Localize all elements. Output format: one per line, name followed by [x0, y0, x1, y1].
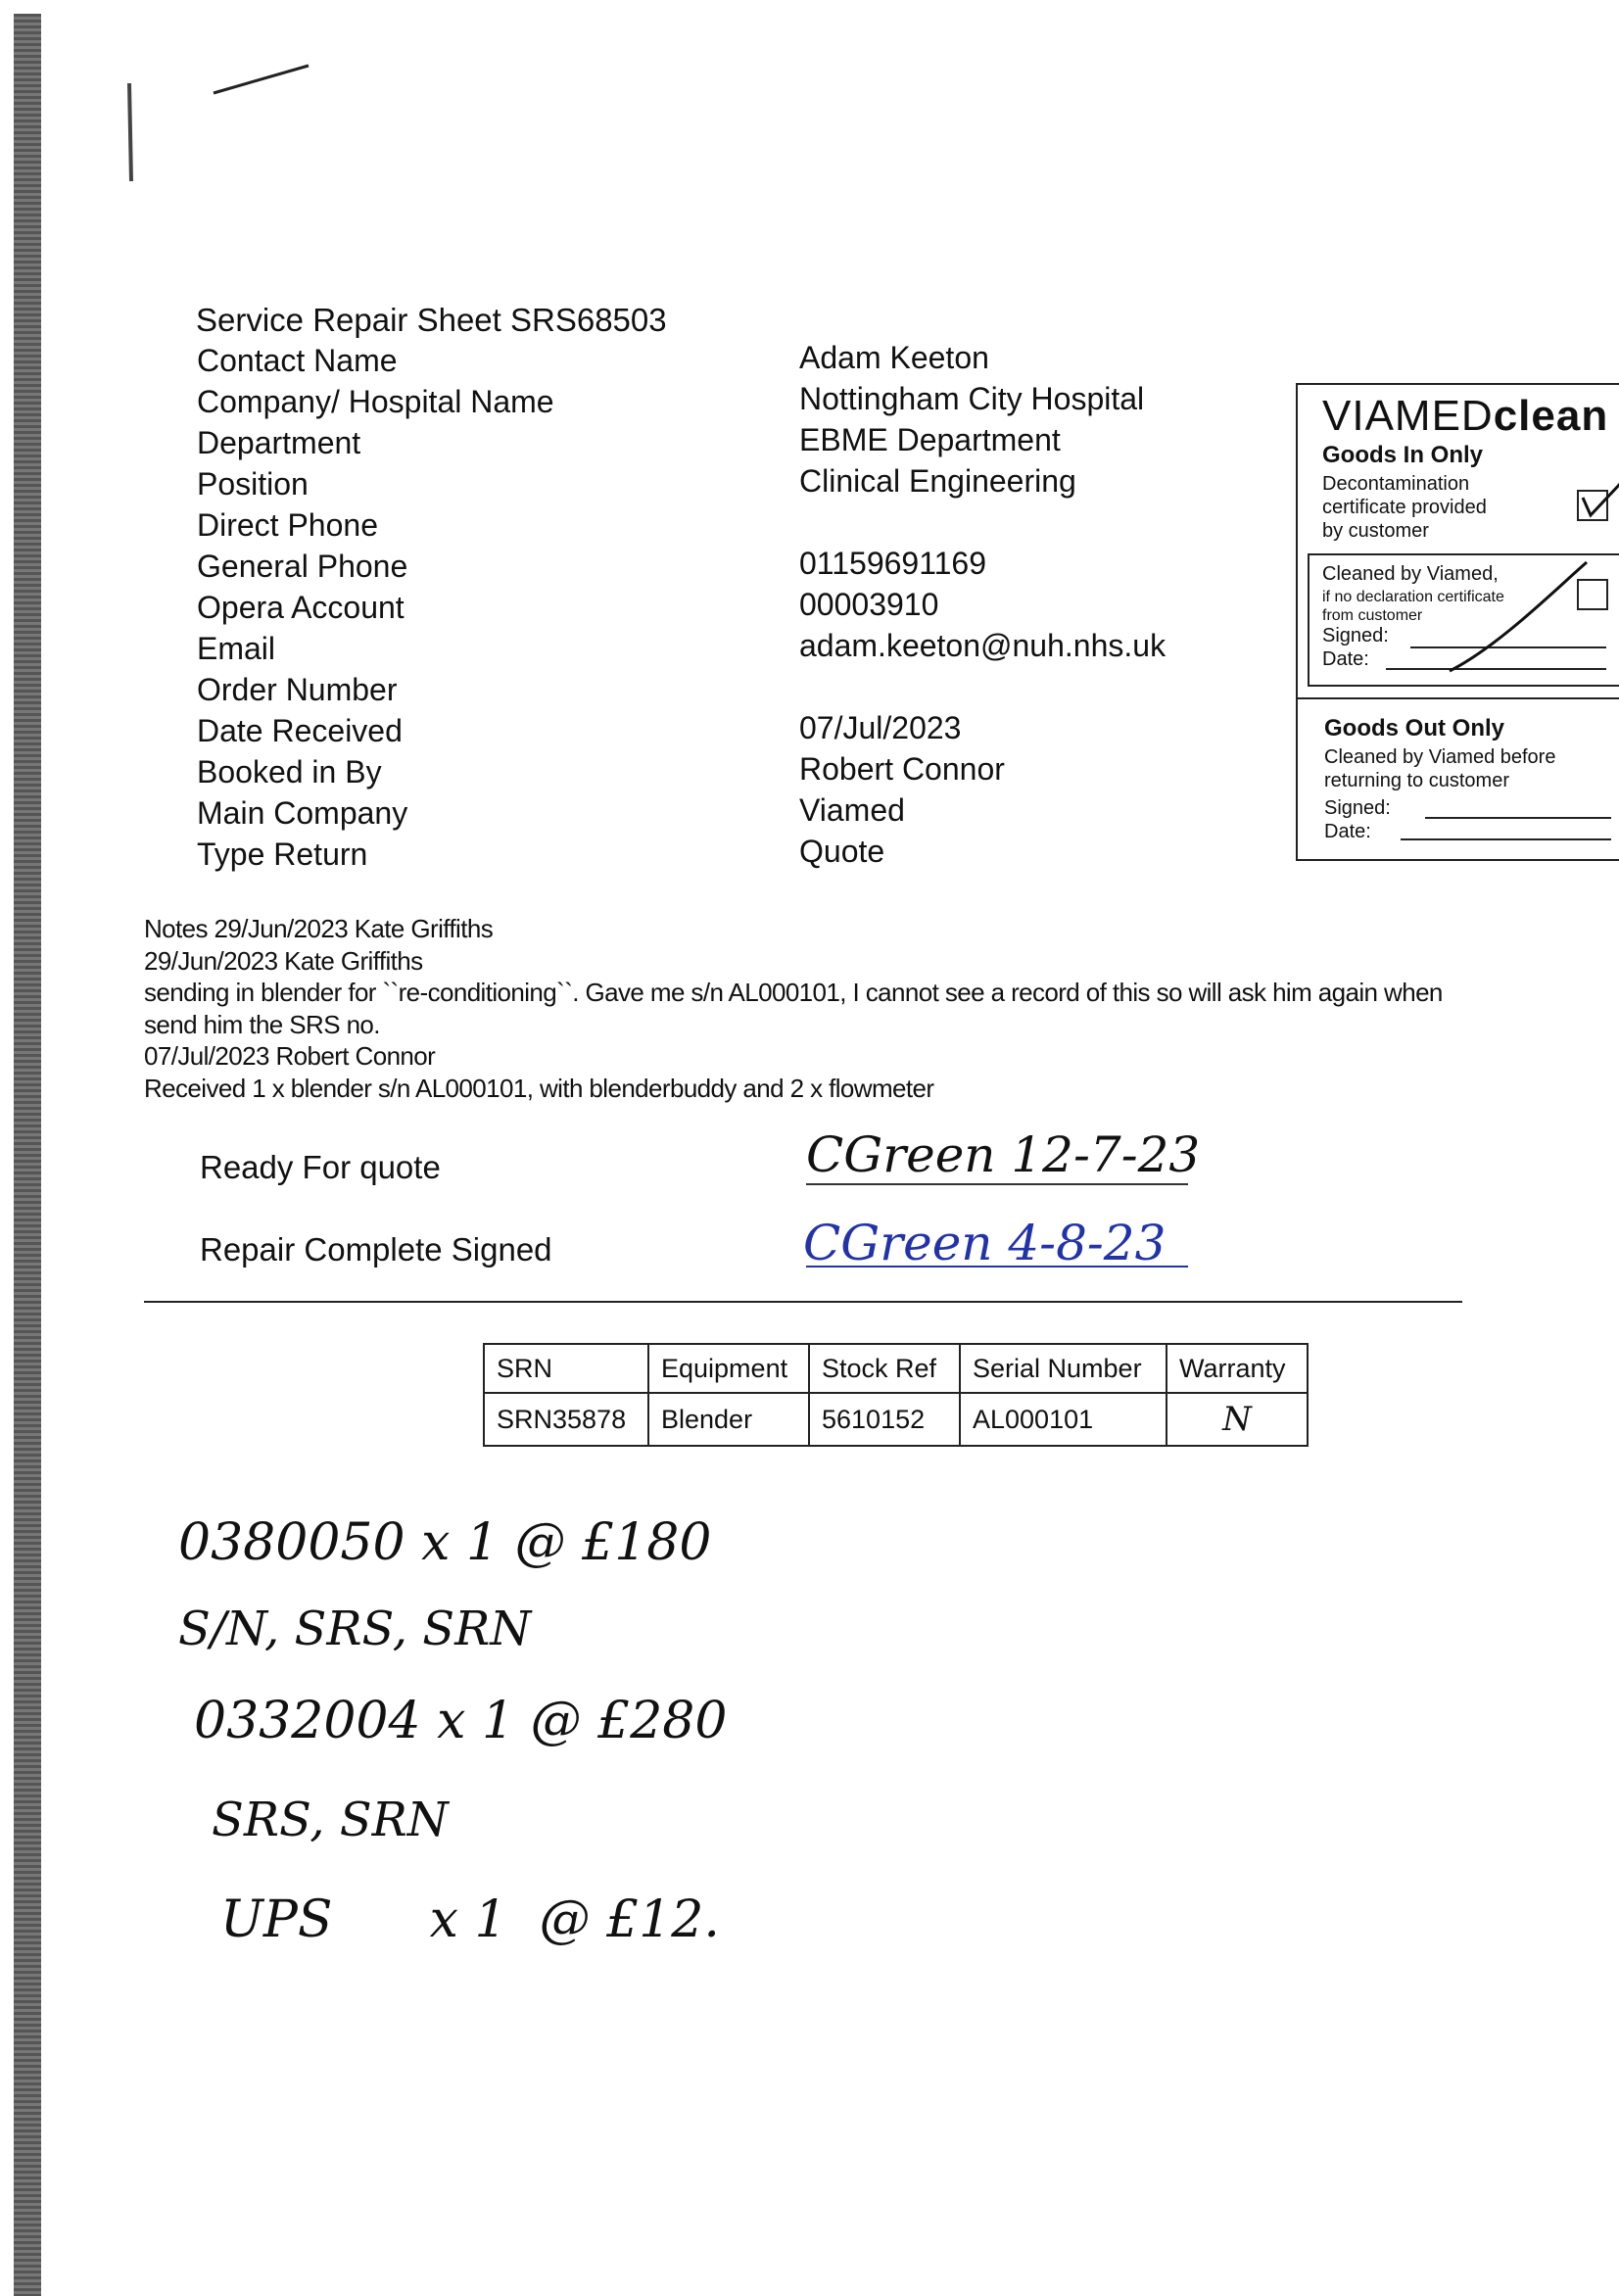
- cell: Blender: [648, 1393, 809, 1446]
- cell: 5610152: [809, 1393, 960, 1446]
- note-line: 29/Jun/2023 Kate Griffiths: [144, 945, 423, 976]
- ready-for-quote-label: Ready For quote: [200, 1149, 441, 1185]
- field-label: Department: [197, 425, 361, 460]
- goods-in-heading: Goods In Only: [1322, 442, 1484, 468]
- field-label: Date Received: [197, 713, 403, 748]
- handwritten-line: SRS, SRN: [212, 1793, 449, 1847]
- stamp-text: Cleaned by Viamed,: [1322, 563, 1499, 585]
- signature-line: [806, 1183, 1188, 1185]
- cell: N: [1167, 1393, 1308, 1446]
- repair-complete-label: Repair Complete Signed: [200, 1231, 552, 1268]
- field-label: Company/ Hospital Name: [197, 384, 554, 419]
- field-value: Nottingham City Hospital: [799, 381, 1145, 416]
- viamedclean-logo: VIAMEDclean: [1322, 392, 1609, 440]
- signature-line: [806, 1266, 1188, 1268]
- notes-section: [144, 913, 1443, 1104]
- strike-line: [1440, 558, 1596, 676]
- stamp-divider: [1296, 697, 1619, 699]
- ready-signature: CGreen 12-7-23: [806, 1126, 1201, 1183]
- complete-signature: CGreen 4-8-23: [803, 1215, 1167, 1271]
- field-value: Robert Connor: [799, 751, 1005, 787]
- field-label: Type Return: [197, 837, 368, 872]
- header-cell: Equipment: [648, 1344, 809, 1393]
- date-label: Date:: [1322, 648, 1369, 670]
- field-label: Email: [197, 631, 276, 666]
- scan-edge: [14, 14, 41, 2296]
- stamp-text: Decontamination: [1322, 473, 1470, 495]
- field-value: 07/Jul/2023: [799, 710, 962, 745]
- stamp-text: by customer: [1322, 520, 1429, 542]
- sheet-title: Service Repair Sheet SRS68503: [196, 302, 667, 338]
- stamp-text: Cleaned by Viamed before: [1324, 746, 1556, 768]
- handwritten-line: 0380050 x 1 @ £180: [178, 1513, 712, 1572]
- note-line: send him the SRS no.: [144, 1009, 380, 1039]
- signed-line: [1425, 817, 1611, 819]
- handwritten-line: S/N, SRS, SRN: [178, 1602, 532, 1656]
- field-label: Position: [197, 466, 309, 502]
- handwritten-line: 0332004 x 1 @ £280: [194, 1692, 728, 1750]
- header-cell: SRN: [484, 1344, 648, 1393]
- field-value: Adam Keeton: [799, 340, 989, 375]
- field-label: Contact Name: [197, 343, 398, 378]
- field-label: Opera Account: [197, 590, 405, 625]
- table-header-row: [484, 1344, 1308, 1393]
- field-label: Booked in By: [197, 754, 382, 789]
- field-value: EBME Department: [799, 422, 1061, 457]
- field-label: Direct Phone: [197, 507, 378, 543]
- pen-marks: [118, 54, 333, 191]
- cell: AL000101: [960, 1393, 1167, 1446]
- section-divider: [144, 1301, 1462, 1303]
- field-value: Clinical Engineering: [799, 463, 1076, 499]
- field-value: adam.keeton@nuh.nhs.uk: [799, 628, 1167, 663]
- field-value: Viamed: [799, 792, 905, 828]
- field-value: 01159691169: [799, 546, 987, 581]
- table-row: [484, 1393, 1308, 1446]
- header-cell: Stock Ref: [809, 1344, 960, 1393]
- handwritten-line: UPS x 1 @ £12.: [220, 1890, 720, 1949]
- checkmark-icon: [1579, 478, 1619, 522]
- equipment-table: [483, 1343, 1309, 1447]
- note-line: Received 1 x blender s/n AL000101, with blenderbuddy and 2 x flowmeter: [144, 1073, 934, 1103]
- field-label: Main Company: [197, 795, 408, 831]
- cell: SRN35878: [484, 1393, 648, 1446]
- field-label: General Phone: [197, 549, 408, 584]
- goods-out-heading: Goods Out Only: [1324, 715, 1504, 741]
- stamp-text: certificate provided: [1322, 497, 1487, 518]
- stamp-text: if no declaration certificate: [1322, 589, 1504, 605]
- field-value: 00003910: [799, 587, 939, 622]
- field-label: Order Number: [197, 672, 398, 707]
- note-line: sending in blender for ``re-conditioning``. Gave me s/n AL000101, I cannot see a record of this so will ask him again when: [144, 978, 1443, 1007]
- note-line: 07/Jul/2023 Robert Connor: [144, 1041, 436, 1071]
- note-line: Notes 29/Jun/2023 Kate Griffiths: [144, 914, 494, 943]
- signed-label: Signed:: [1322, 625, 1389, 646]
- field-value: Quote: [799, 834, 885, 869]
- header-cell: Warranty: [1167, 1344, 1308, 1393]
- date-label: Date:: [1324, 821, 1371, 842]
- signed-label: Signed:: [1324, 797, 1391, 819]
- stamp-text: from customer: [1322, 607, 1423, 624]
- header-cell: Serial Number: [960, 1344, 1167, 1393]
- date-line: [1401, 838, 1611, 840]
- stamp-text: returning to customer: [1324, 770, 1509, 791]
